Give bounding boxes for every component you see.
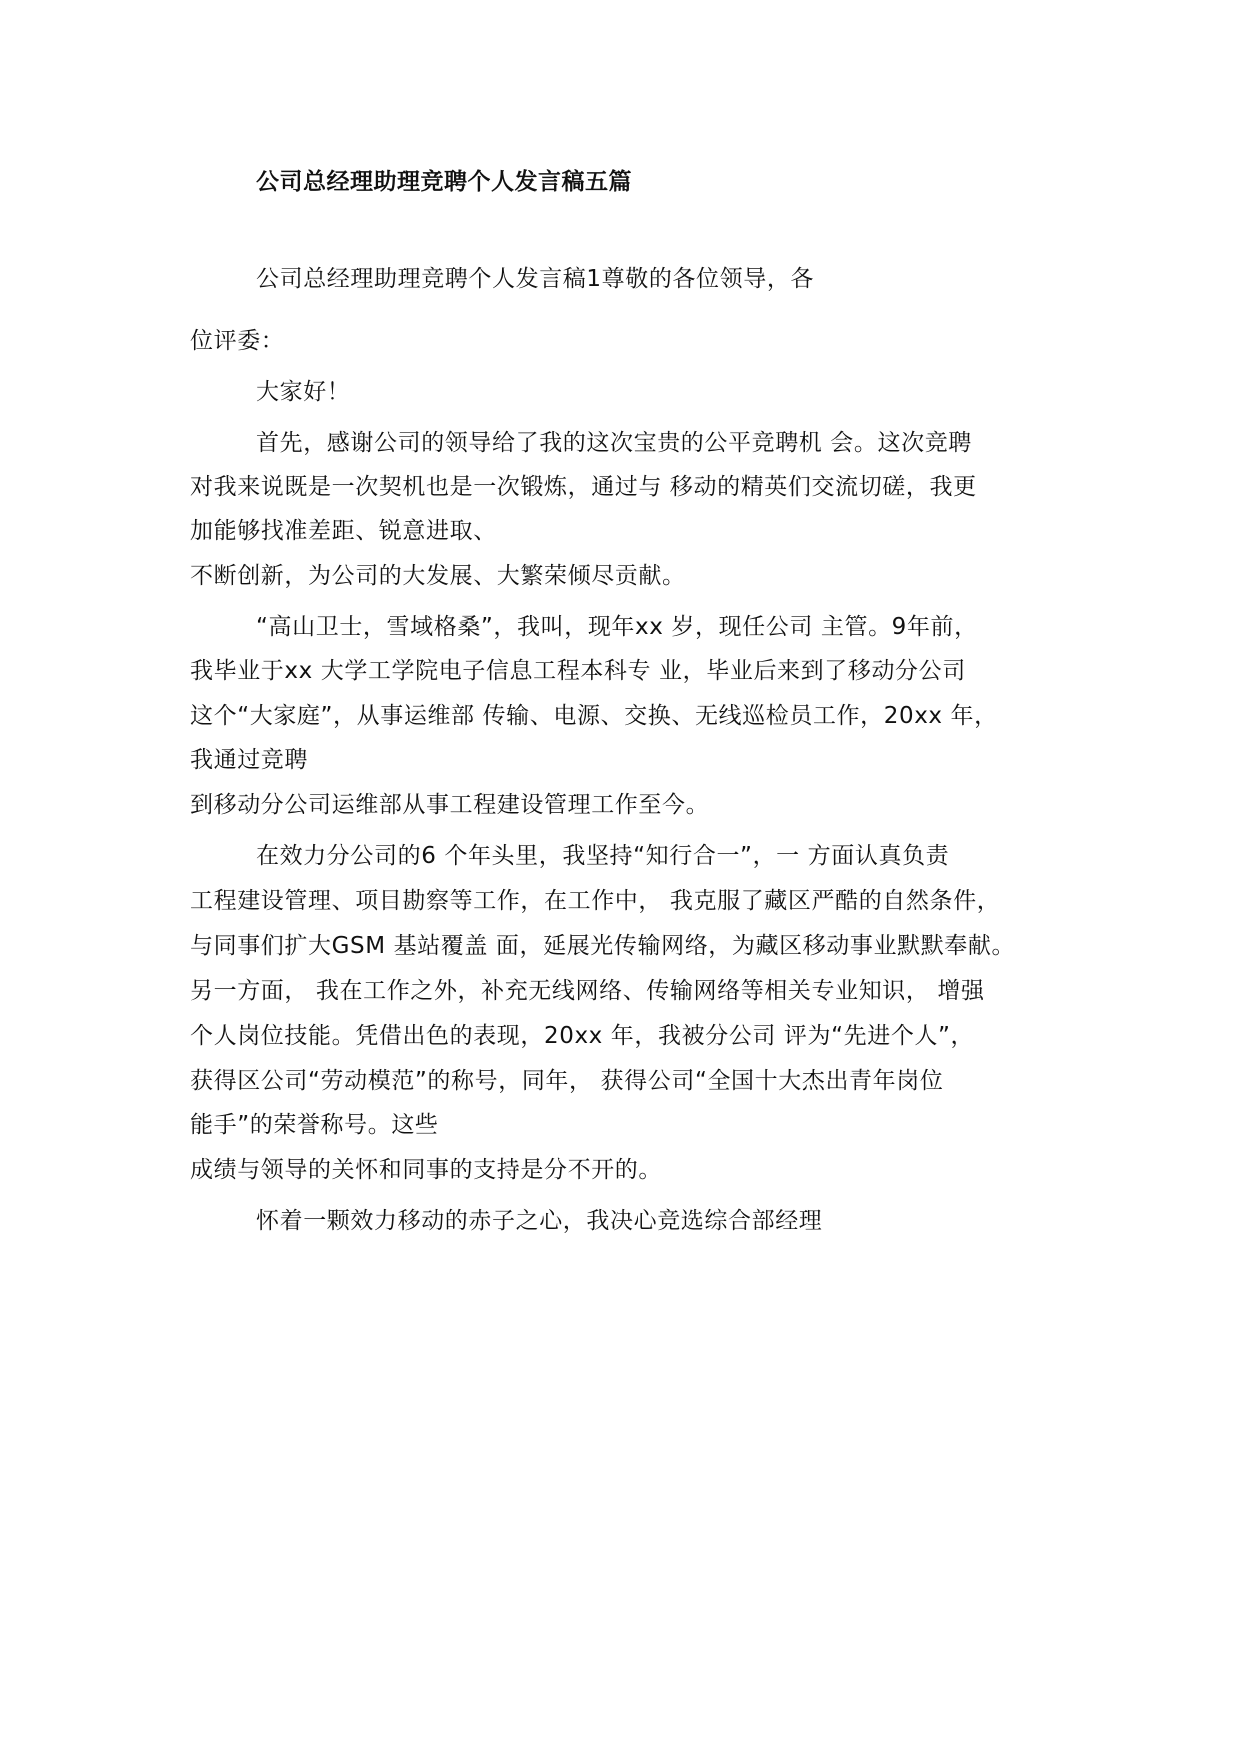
text-line: 我毕业于xx 大学工学院电子信息工程本科专 业，毕业后来到了移动分公司 bbox=[190, 658, 966, 684]
text-line: “高山卫士，雪域格桑”，我叫，现年xx 岁，现任公司 主管。9年前， bbox=[256, 614, 978, 640]
text-line: 获得区公司“劳动模范”的称号，同年， 获得公司“全国十大杰出青年岗位 bbox=[190, 1068, 944, 1094]
text-line: 另一方面， 我在工作之外，补充无线网络、传输网络等相关专业知识， 增强 bbox=[190, 978, 985, 1004]
text-line: 位评委： bbox=[190, 328, 285, 354]
text-line: 怀着一颗效力移动的赤子之心，我决心竞选综合部经理 bbox=[256, 1208, 823, 1234]
text-line: 成绩与领导的关怀和同事的支持是分不开的。 bbox=[190, 1157, 662, 1183]
text-line: 能手”的荣誉称号。这些 bbox=[190, 1112, 439, 1138]
text-line: 与同事们扩大GSM 基站覆盖 面，延展光传输网络，为藏区移动事业默默奉献。 bbox=[190, 933, 1016, 959]
text-line: 这个“大家庭”，从事运维部 传输、电源、交换、无线巡检员工作，20xx 年， bbox=[190, 703, 998, 729]
text-line: 个人岗位技能。凭借出色的表现，20xx 年，我被分公司 评为“先进个人”， bbox=[190, 1023, 975, 1049]
text-line: 首先，感谢公司的领导给了我的这次宝贵的公平竞聘机 会。这次竞聘 bbox=[256, 430, 972, 456]
text-line: 到移动分公司运维部从事工程建设管理工作至今。 bbox=[190, 792, 710, 818]
text-line: 对我来说既是一次契机也是一次锻炼，通过与 移动的精英们交流切磋，我更 bbox=[190, 474, 977, 500]
text-line: 我通过竞聘 bbox=[190, 747, 308, 773]
text-line: 大家好！ bbox=[256, 379, 351, 405]
text-line: 公司总经理助理竞聘个人发言稿1尊敬的各位领导，各 bbox=[256, 266, 815, 292]
text-line: 工程建设管理、项目勘察等工作，在工作中， 我克服了藏区严酷的自然条件， bbox=[190, 888, 1001, 914]
text-line: 在效力分公司的6 个年头里，我坚持“知行合一”，一 方面认真负责 bbox=[256, 843, 950, 869]
text-line: 加能够找准差距、锐意进取、 bbox=[190, 518, 497, 544]
text-line: 不断创新，为公司的大发展、大繁荣倾尽贡献。 bbox=[190, 563, 686, 589]
document-title: 公司总经理助理竞聘个人发言稿五篇 bbox=[256, 169, 632, 195]
